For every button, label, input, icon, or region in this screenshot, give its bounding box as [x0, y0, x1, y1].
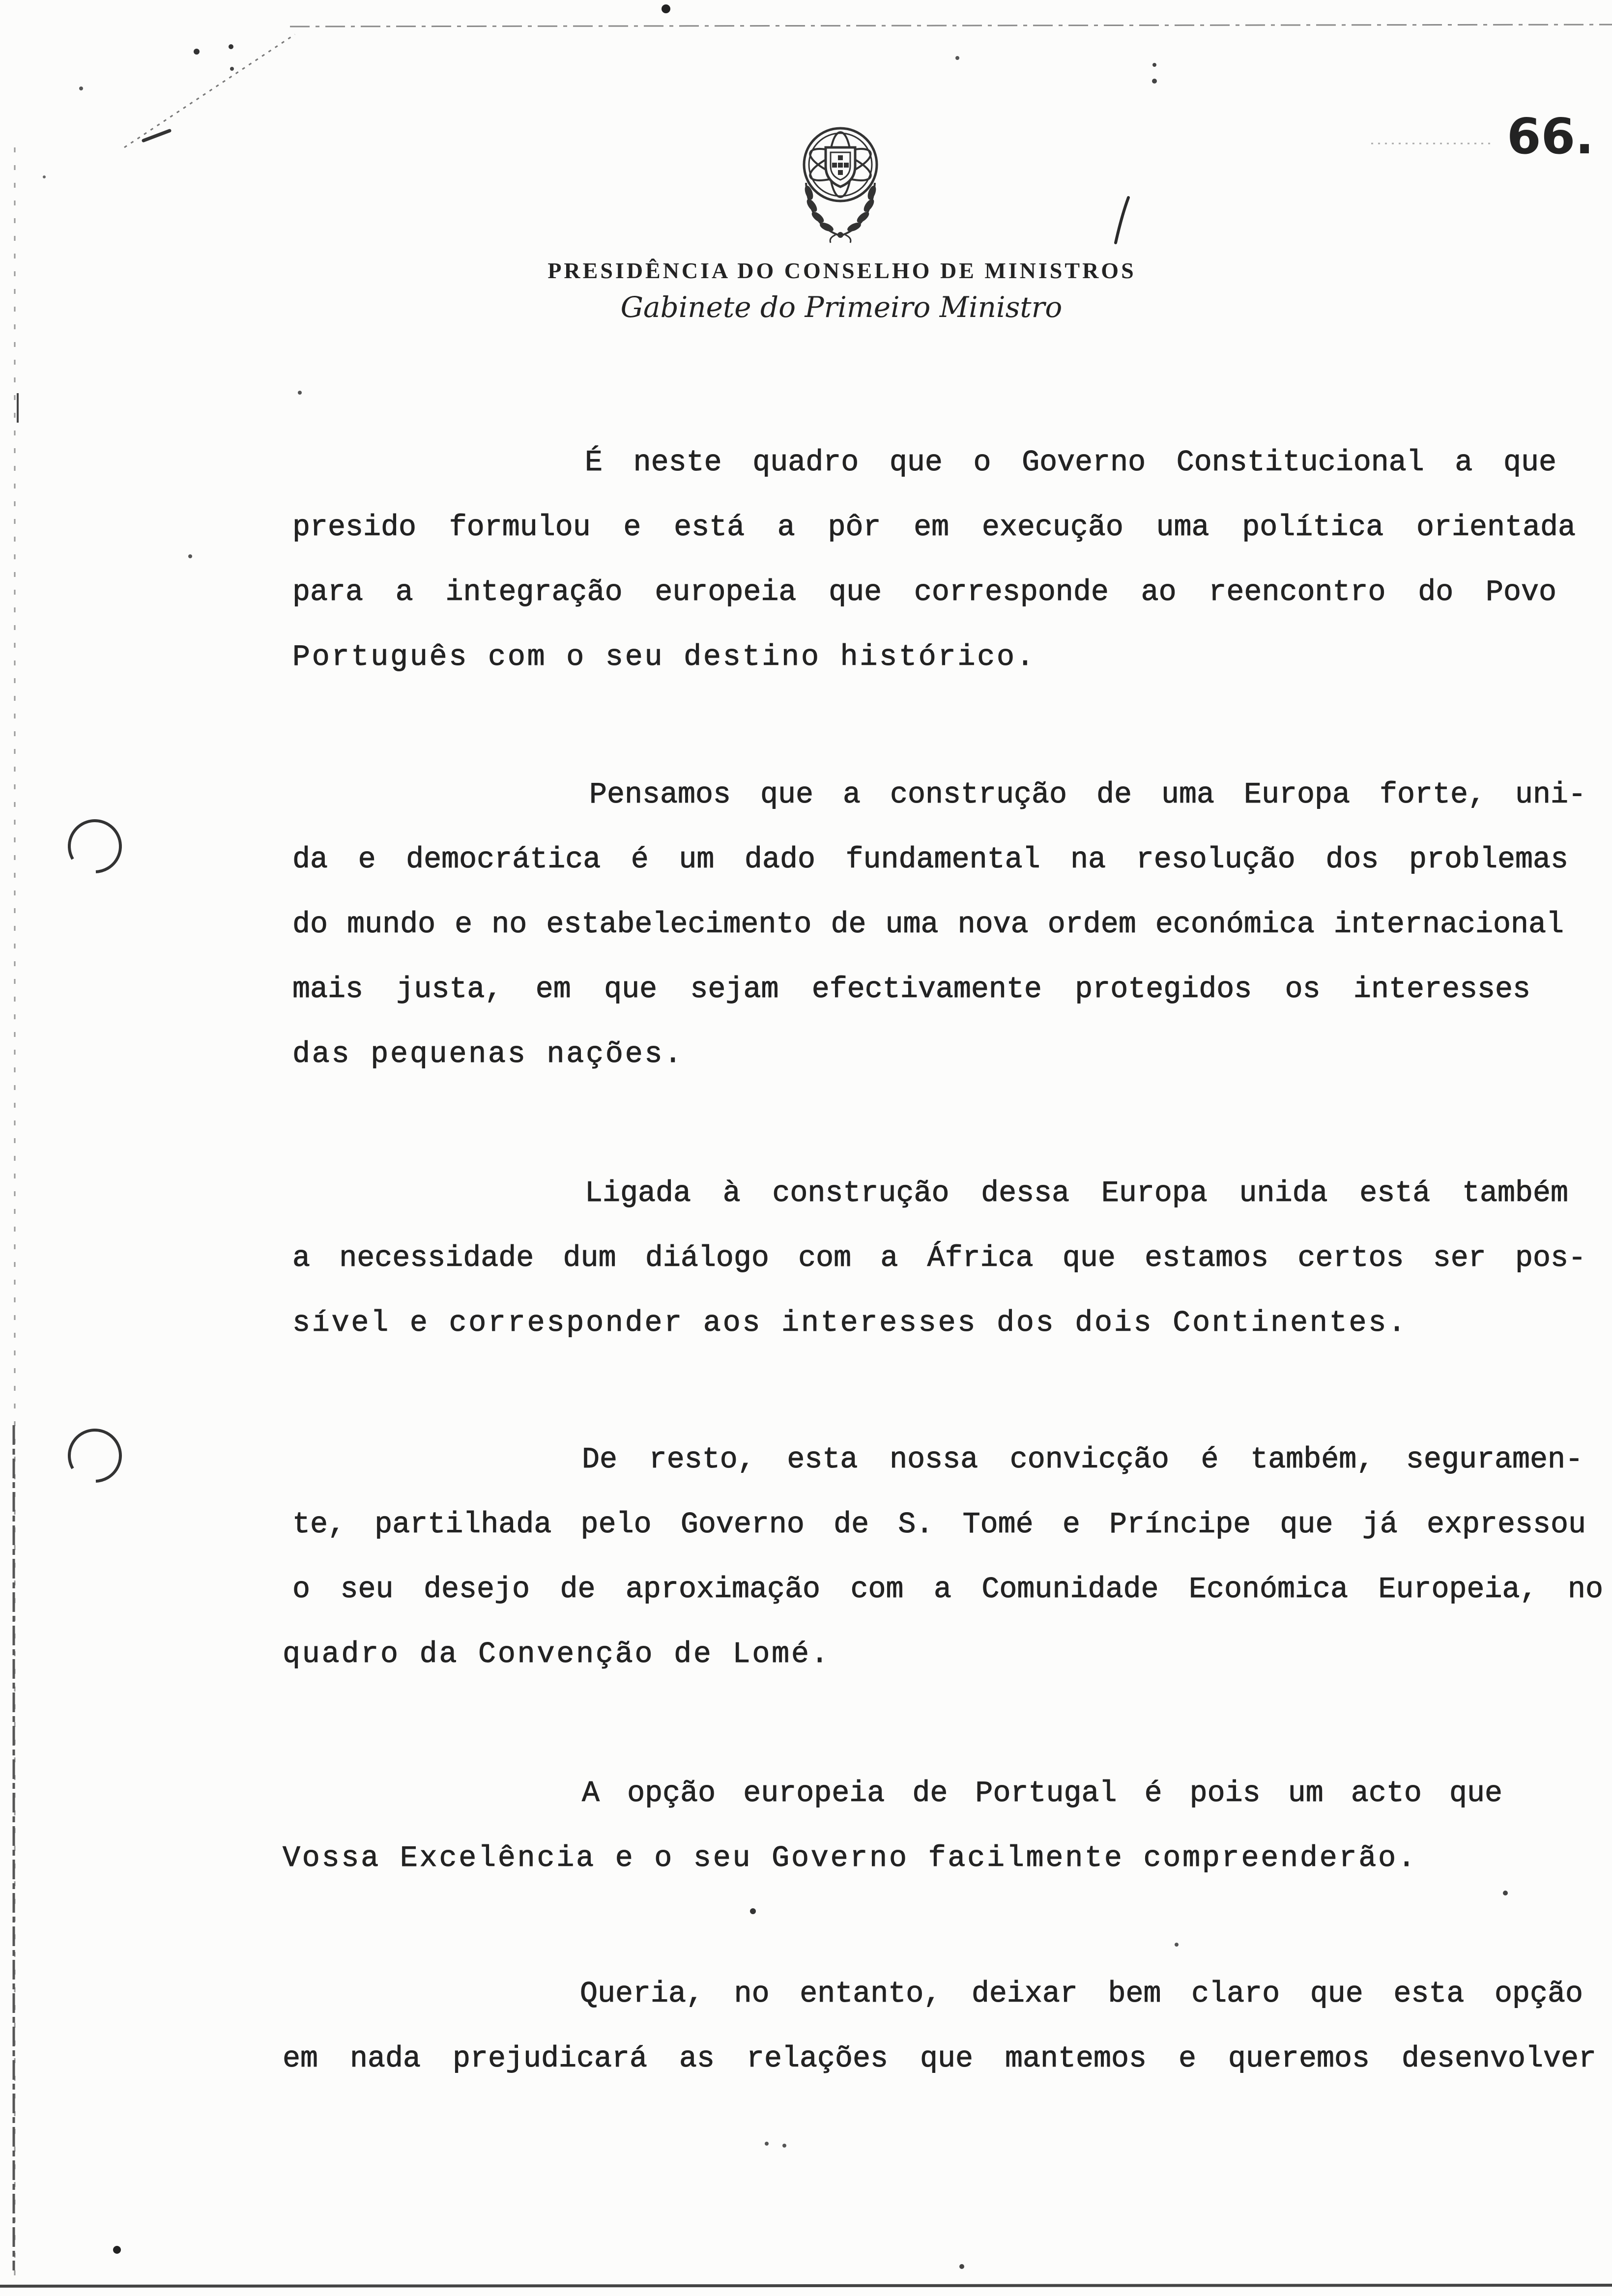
- ink-speck: [230, 67, 234, 71]
- ink-speck: [1503, 1891, 1508, 1895]
- bottom-rule: [0, 2285, 1612, 2286]
- paragraph-line: Vossa Excelência e o seu Governo facilmente compreenderão.: [283, 1842, 1417, 1875]
- paragraph-line: Ligada à construção dessa Europa unida está também: [585, 1177, 1568, 1210]
- paragraph-line: presido formulou e está a pôr em execução uma política orientada: [292, 511, 1576, 545]
- body-paragraph: [283, 1962, 1596, 2092]
- hole-punch-mark: [60, 811, 130, 881]
- body-paragraph: [283, 1428, 1603, 1687]
- laurel-wreath: [803, 183, 877, 243]
- letterhead-office: Gabinete do Primeiro Ministro: [620, 290, 1063, 324]
- paragraph-line: A opção europeia de Portugal é pois um acto que: [582, 1777, 1502, 1810]
- paragraph-line: sível e corresponder aos interesses dos dois Continentes.: [292, 1307, 1408, 1340]
- paragraph-line: da e democrática é um dado fundamental na resolução dos problemas: [292, 843, 1568, 877]
- paragraph-line: quadro da Convenção de Lomé.: [283, 1638, 831, 1671]
- paragraph-line: para a integração europeia que corresponde ao reencontro do Povo: [292, 576, 1556, 609]
- paragraph-line: te, partilhada pelo Governo de S. Tomé e Príncipe que já expressou: [292, 1508, 1586, 1542]
- ink-speck: [959, 2264, 964, 2269]
- shield: [826, 147, 855, 187]
- ink-speck: [1152, 79, 1157, 84]
- body-paragraph: [292, 430, 1576, 690]
- corner-scribble-line: [124, 34, 295, 147]
- paragraph-line: Queria, no entanto, deixar bem claro que esta opção: [580, 1978, 1583, 2011]
- paragraph-line: mais justa, em que sejam efectivamente protegidos os interesses: [292, 973, 1530, 1006]
- ink-speck: [955, 56, 959, 60]
- body-paragraph: [292, 763, 1586, 1087]
- ink-speck: [782, 2144, 786, 2148]
- top-dashed-rule: [290, 25, 1612, 27]
- ink-speck: [662, 4, 670, 13]
- paragraph-line: a necessidade dum diálogo com a África que estamos certos ser pos-: [292, 1242, 1586, 1275]
- ink-speck: [765, 2142, 769, 2146]
- letterhead-institution: PRESIDÊNCIA DO CONSELHO DE MINISTROS: [547, 258, 1136, 283]
- ink-speck: [298, 391, 302, 395]
- body-paragraph: [283, 1761, 1502, 1891]
- hole-punch-mark: [60, 1421, 130, 1491]
- paragraph-line: De resto, esta nossa convicção é também, seguramen-: [582, 1443, 1583, 1477]
- paragraph-line: o seu desejo de aproximação com a Comunidade Económica Europeia, no: [292, 1573, 1603, 1607]
- paragraph-line: Pensamos que a construção de uma Europa forte, uni-: [589, 778, 1586, 812]
- paragraph-line: do mundo e no estabelecimento de uma nova ordem económica internacional: [292, 908, 1564, 942]
- handwritten-slash-mark: [1116, 198, 1128, 243]
- ink-speck: [113, 2246, 121, 2254]
- body-paragraph: [292, 1161, 1586, 1356]
- ink-speck: [229, 44, 233, 49]
- ink-speck: [43, 175, 46, 178]
- paragraph-line: em nada prejudicará as relações que mantemos e queremos desenvolver: [283, 2042, 1596, 2076]
- ink-speck: [79, 86, 83, 90]
- ink-speck: [750, 1908, 756, 1914]
- ink-speck: [1152, 63, 1156, 67]
- page-number: 66.: [1507, 108, 1594, 165]
- paragraph-line: Português com o seu destino histórico.: [292, 641, 1036, 674]
- ink-speck: [194, 49, 200, 55]
- coat-of-arms-icon: [803, 128, 877, 243]
- ink-speck: [188, 554, 192, 558]
- paragraph-line: É neste quadro que o Governo Constitucional a que: [585, 446, 1556, 480]
- corner-scribble-stroke: [144, 131, 170, 141]
- paragraph-line: das pequenas nações.: [292, 1038, 684, 1071]
- ink-speck: [1175, 1943, 1179, 1947]
